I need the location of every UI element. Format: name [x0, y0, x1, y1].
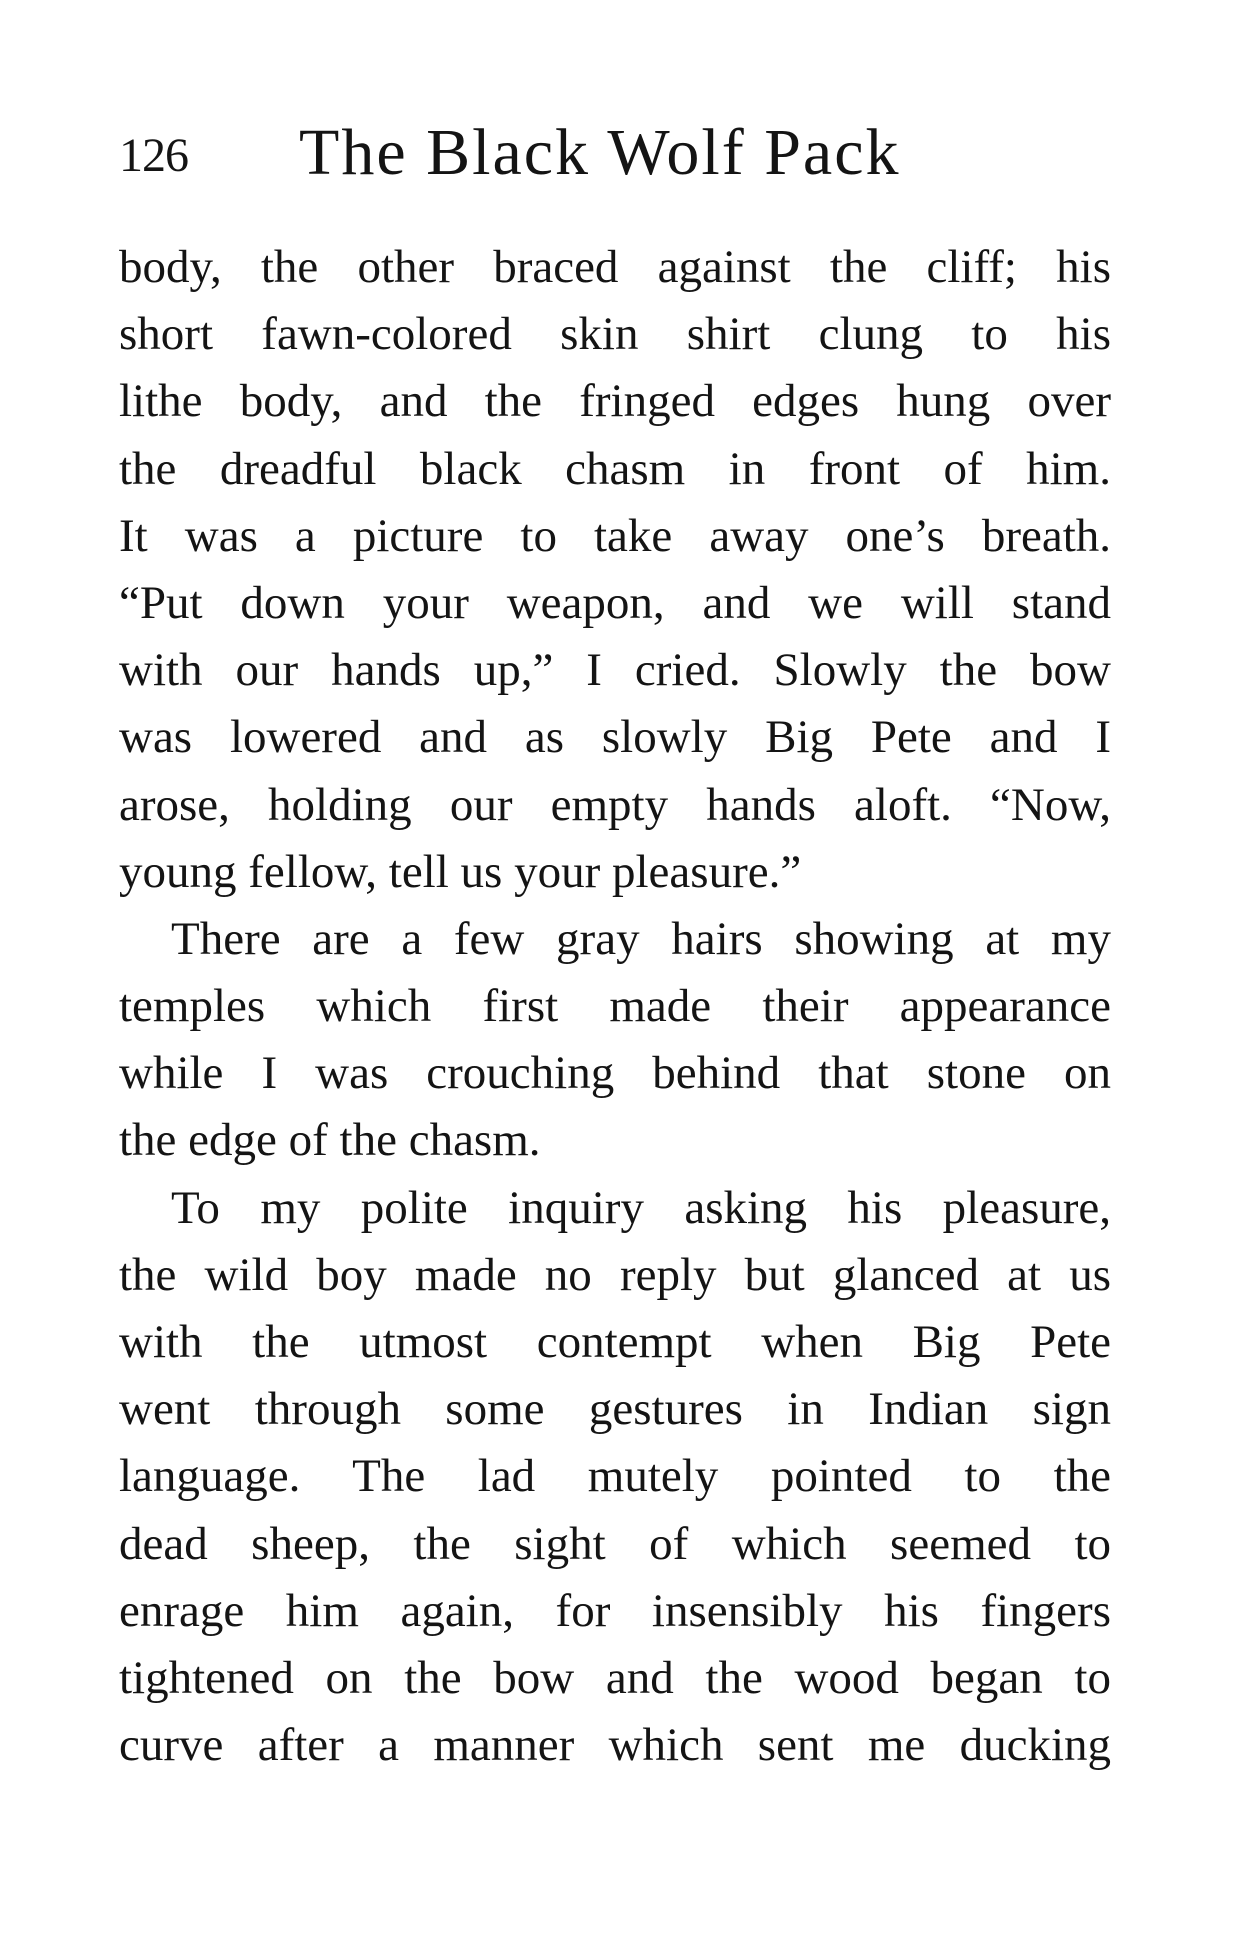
text-line: body, the other braced against the cliff; his [119, 241, 1111, 293]
text-line: young fellow, tell us your pleasure.” [119, 845, 802, 898]
text-line: curve after a manner which sent me ducking [119, 1719, 1111, 1772]
text-line: went through some gestures in Indian sign [119, 1383, 1111, 1436]
text-line: language. The lad mutely pointed to the [119, 1450, 1111, 1503]
text-line: was lowered and as slowly Big Pete and I [119, 711, 1111, 764]
text-line: enrage him again, for insensibly his fingers [119, 1584, 1111, 1637]
text-line: the edge of the chasm. [119, 1114, 541, 1167]
text-line: There are a few gray hairs showing at my [171, 912, 1111, 965]
text-line: with the utmost contempt when Big Pete [119, 1316, 1111, 1368]
text-line: arose, holding our empty hands aloft. “Now, [119, 778, 1111, 831]
text-line: temples which first made their appearance [119, 980, 1111, 1033]
text-line: “Put down your weapon, and we will stand [119, 576, 1111, 629]
body-text [119, 234, 1111, 1779]
text-line: lithe body, and the fringed edges hung over [119, 375, 1111, 428]
text-line: It was a picture to take away one’s breath. [119, 509, 1111, 562]
text-line: the wild boy made no reply but glanced at us [119, 1248, 1111, 1301]
text-line: while I was crouching behind that stone on [119, 1047, 1111, 1100]
page-number: 126 [119, 129, 188, 182]
running-title: The Black Wolf Pack [299, 116, 901, 189]
text-line: To my polite inquiry asking his pleasure, [171, 1181, 1111, 1234]
text-line: with our hands up,” I cried. Slowly the bow [119, 644, 1111, 697]
text-line: dead sheep, the sight of which seemed to [119, 1517, 1111, 1570]
text-line: tightened on the bow and the wood began to [119, 1651, 1111, 1704]
text-line: short fawn-colored skin shirt clung to his [119, 308, 1111, 361]
running-head [119, 116, 1119, 196]
text-line: the dreadful black chasm in front of him. [119, 442, 1111, 495]
